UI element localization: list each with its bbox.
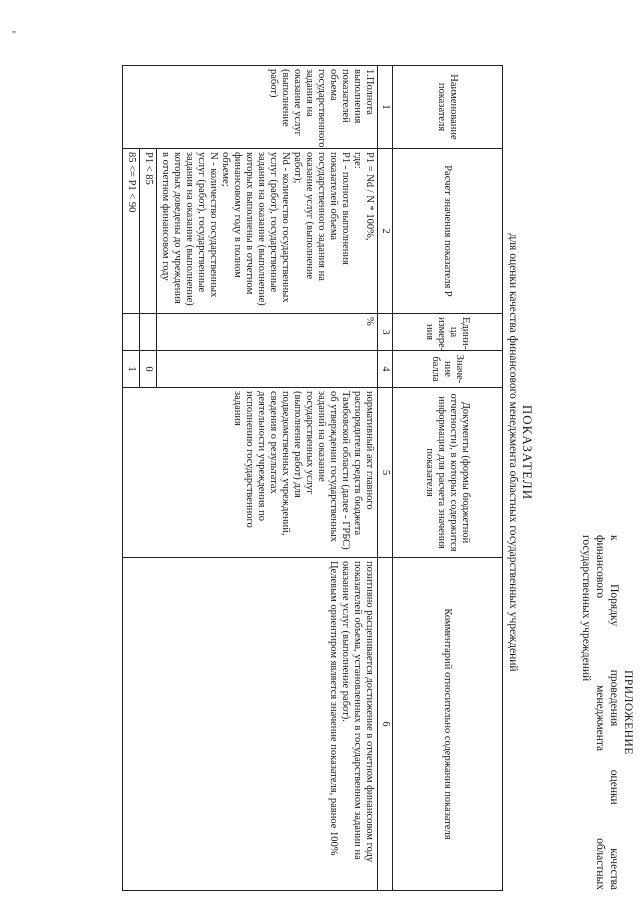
header-comment: Комментарий относительно содержания показателя (393, 558, 503, 891)
appendix-line-1: к Порядку проведения оценки качества (608, 535, 620, 890)
unit-cell: % (157, 314, 378, 351)
criterion-score: 1 (123, 351, 140, 388)
table-row (157, 66, 378, 891)
header-score: Значе-ние балла (393, 351, 503, 388)
calc-line: где: (352, 152, 363, 169)
appendix-heading: ПРИЛОЖЕНИЕ (622, 670, 634, 755)
header-calc: Расчет значения показателя P (393, 149, 503, 314)
calc-formula (157, 149, 378, 314)
column-number: 6 (378, 558, 393, 891)
column-number: 3 (378, 314, 393, 351)
criterion-score: 0 (140, 351, 157, 388)
header-name: Наименование показателя (393, 66, 503, 149)
indicator-name: 1.Полнота выполнения показателей объема государственного задания на оказание услуг (выполнение работ) (123, 66, 378, 149)
criterion-condition: 85 <= P1 < 90 (123, 149, 140, 314)
indicators-table (122, 65, 503, 891)
appendix-line-3: государственных учреждений (580, 535, 592, 682)
criterion-unit-empty (140, 314, 157, 351)
score-cell-empty (157, 351, 378, 388)
document-subtitle: для оценки качества финансового менеджмента областных государственных учреждений (507, 233, 519, 672)
documents-cell: нормативный акт главного распорядителя средств бюджета Тамбовской области (далее - ГРБС) об утверждении государственных заданий на оказание государственных услуг (выполнение работ) для подведомственных учреждений, сведения о результатах деятельности учреждения по исполнению государственного задания (123, 388, 378, 558)
comment-line: позитивно расценивается достижение в отчетном финансовом году показателей объема, установленных в государственном задании на оказание услуг (выполнение работ). (340, 561, 375, 863)
table-header-row (393, 66, 503, 891)
column-number: 5 (378, 388, 393, 558)
corner-mark: " (12, 30, 17, 41)
criterion-unit-empty (123, 314, 140, 351)
calc-line: P1 - полнота выполнения показателей объема государственного задания на оказание услуг (выполнение работ); (292, 152, 351, 281)
calc-line: N - количество государственных услуг (работ), государственные задания на оказание (выполнение) которых доведены до учреждения в отчетном финансовом году (160, 152, 219, 306)
comment-cell (123, 558, 378, 891)
header-documents: Документы (формы бюджетной отчетности), в которых содержится информация для расчета значения показателя (393, 388, 503, 558)
calc-line: P1 = Nd / N * 100%, (364, 152, 375, 241)
column-number: 4 (378, 351, 393, 388)
comment-line: Целевым ориентиром является значение показателя, равное 100% (328, 561, 339, 856)
header-unit: Едини-ца измере-ния (393, 314, 503, 351)
column-number: 2 (378, 149, 393, 314)
column-number: 1 (378, 66, 393, 149)
calc-line: Nd - количество государственных услуг (работ), государственные задания на оказание (выполнение) которых выполнены в отчетном финансовому году в полном объеме; (220, 152, 291, 306)
appendix-line-2: финансового менеджмента областных (594, 535, 606, 890)
column-number-row (378, 66, 393, 891)
appendix-block (579, 535, 635, 890)
criterion-condition: P1 < 85 (140, 149, 157, 314)
document-title: ПОКАЗАТЕЛИ (520, 404, 535, 501)
